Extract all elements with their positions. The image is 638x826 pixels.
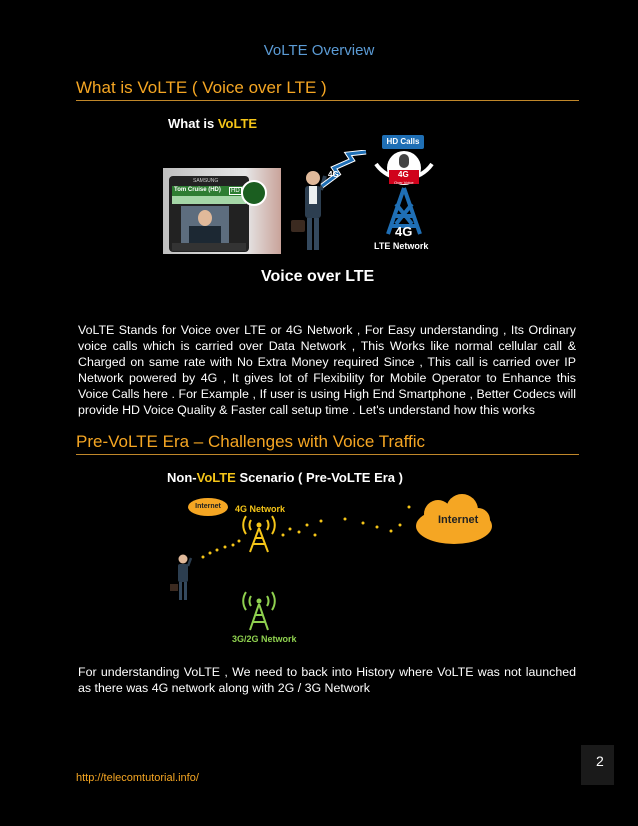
section-divider — [76, 454, 579, 455]
signal-zigzag-icon — [318, 150, 370, 192]
section2-paragraph: For understanding VoLTE , We need to back into History where VoLTE was not launched as there was 4G network along with 2G / 3G Network — [78, 665, 576, 695]
figure-title-non-volte-scenario: Non-VoLTE Scenario ( Pre-VoLTE Era ) — [167, 470, 403, 485]
phone-illustration: SAMSUNG Tom Cruise (HD) HD — [163, 168, 281, 254]
section-heading-what-is-volte: What is VoLTE ( Voice over LTE ) — [76, 78, 327, 97]
internet-bubble: Internet — [188, 498, 228, 516]
figure-caption-voice-over-lte: Voice over LTE — [261, 268, 375, 285]
section-heading-pre-volte-era: Pre-VoLTE Era – Challenges with Voice Traffic — [76, 432, 425, 451]
document-header: VoLTE Overview — [263, 42, 375, 59]
lte-network-label: LTE Network — [374, 241, 429, 251]
person-with-phone-icon — [168, 552, 196, 602]
4g-network-label: 4G Network — [235, 504, 286, 514]
footer-link[interactable]: http://telecomtutorial.info/ — [76, 772, 199, 784]
tower-4g-label: 4G — [395, 224, 413, 239]
hd-calls-badge: HD Calls — [382, 135, 424, 149]
figure-title-what-is-volte: What is VoLTE — [168, 116, 258, 131]
hd-badge: HD — [231, 188, 240, 194]
3g-2g-network-label: 3G/2G Network — [232, 634, 297, 644]
caller-photo — [181, 206, 229, 246]
section-divider — [76, 100, 579, 101]
page-number: 2 — [596, 753, 604, 769]
section1-paragraph: VoLTE Stands for Voice over LTE or 4G Network , For Easy understanding , Its Ordinary voice calls which is carried over Data Network , This Works like normal cellular call & Charged on same rate with No Extra Money required Since , This call is carried over IP Network powered by 4G , It gives lot of Flexibility for Mobile Operator to Enhance this Voice Calls here . For Example , If user is using High End Smartphone , Better Codecs will provide HD Voice Quality & Faster call setup time . Let's understand how this works — [78, 323, 576, 417]
3g-2g-tower-icon — [240, 588, 278, 632]
internet-cloud-label: Internet — [438, 514, 479, 526]
tower-badge-4g: 4G — [398, 170, 409, 179]
data-path-dots — [195, 505, 425, 565]
